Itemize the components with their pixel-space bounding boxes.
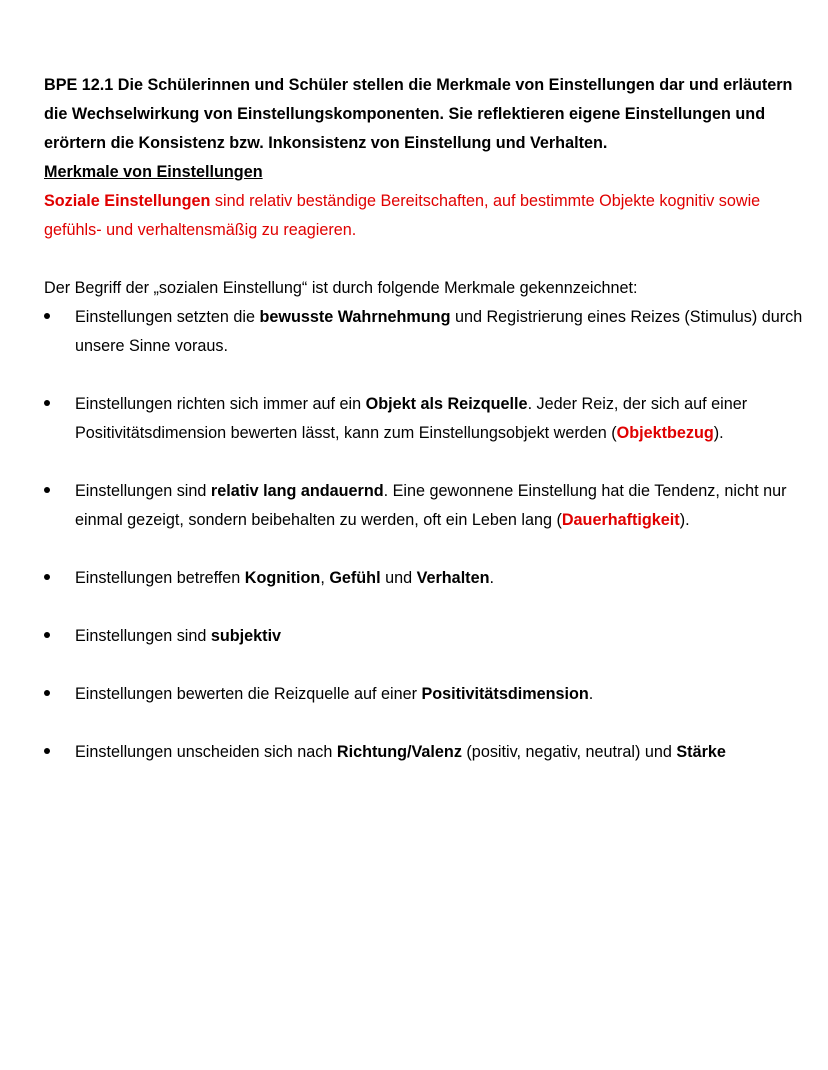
list-item [44,622,804,651]
item-bold-text: Kognition [244,569,321,587]
bullet-icon [44,390,58,419]
bullet-icon [44,303,58,332]
item-text: und Registrierung eines Reizes (Stimulus) durch unsere Sinne voraus. [75,308,803,355]
definition-term: Soziale Einstellungen [44,192,211,210]
item-bold-text: subjektiv [210,627,282,645]
bullet-icon [44,680,58,709]
list-item [44,390,804,448]
item-text: und [380,569,417,587]
item-bold-text: Positivitätsdimension [421,685,589,703]
item-text: , [320,569,330,587]
item-bold-text: Stärke [676,743,726,761]
item-text: Einstellungen bewerten die Reizquelle auf einer [75,685,422,703]
bullet-icon [44,738,58,767]
list-item [44,303,804,361]
item-keyword: Objektbezug [616,424,714,442]
bullet-icon [44,622,58,651]
features-list [44,303,804,767]
intro-text: Der Begriff der „sozialen Einstellung“ ist durch folgende Merkmale gekennzeichnet: [44,279,638,297]
item-text: . Jeder Reiz, der sich auf einer Positivitätsdimension bewerten lässt, kann zum Einstellungsobjekt werden ( [75,395,748,442]
document-page [44,71,804,796]
definition-text: sind relativ beständige Bereitschaften, auf bestimmte Objekte kognitiv sowie gefühls- und verhaltensmäßig zu reagieren. [44,192,761,239]
item-text: Einstellungen sind [75,627,211,645]
item-text: ). [679,511,690,529]
learning-objective-heading: BPE 12.1 Die Schülerinnen und Schüler stellen die Merkmale von Einstellungen dar und erläutern die Wechselwirkung von Einstellungskomponenten. Sie reflektieren eigene Einstellungen und erörtern die Konsistenz bzw. Inkonsistenz von Einstellung und Verhalten. [44,76,793,152]
item-text: Einstellungen betreffen [75,569,245,587]
item-text: . [489,569,494,587]
item-bold-text: relativ lang andauernd [210,482,384,500]
item-bold-text: Richtung/Valenz [336,743,462,761]
item-text: Einstellungen unscheiden sich nach [75,743,337,761]
item-bold-text: Gefühl [329,569,381,587]
item-text: . Eine gewonnene Einstellung hat die Tendenz, nicht nur einmal gezeigt, sondern beibehalten zu werden, oft ein Leben lang ( [75,482,787,529]
bullet-icon [44,477,58,506]
definition-paragraph [44,187,804,245]
item-text: ). [713,424,724,442]
list-item [44,738,804,767]
list-item [44,680,804,709]
item-text: Einstellungen setzten die [75,308,260,326]
item-text: (positiv, negativ, neutral) und [461,743,677,761]
item-keyword: Dauerhaftigkeit [561,511,680,529]
spacer [44,245,804,274]
item-text: Einstellungen richten sich immer auf ein [75,395,366,413]
item-text: Einstellungen sind [75,482,211,500]
bullet-icon [44,564,58,593]
list-item [44,477,804,535]
item-bold-text: bewusste Wahrnehmung [259,308,451,326]
section-title: Merkmale von Einstellungen [44,163,263,181]
item-text: . [588,685,594,703]
list-item [44,564,804,593]
item-bold-text: Verhalten [416,569,490,587]
item-bold-text: Objekt als Reizquelle [365,395,528,413]
